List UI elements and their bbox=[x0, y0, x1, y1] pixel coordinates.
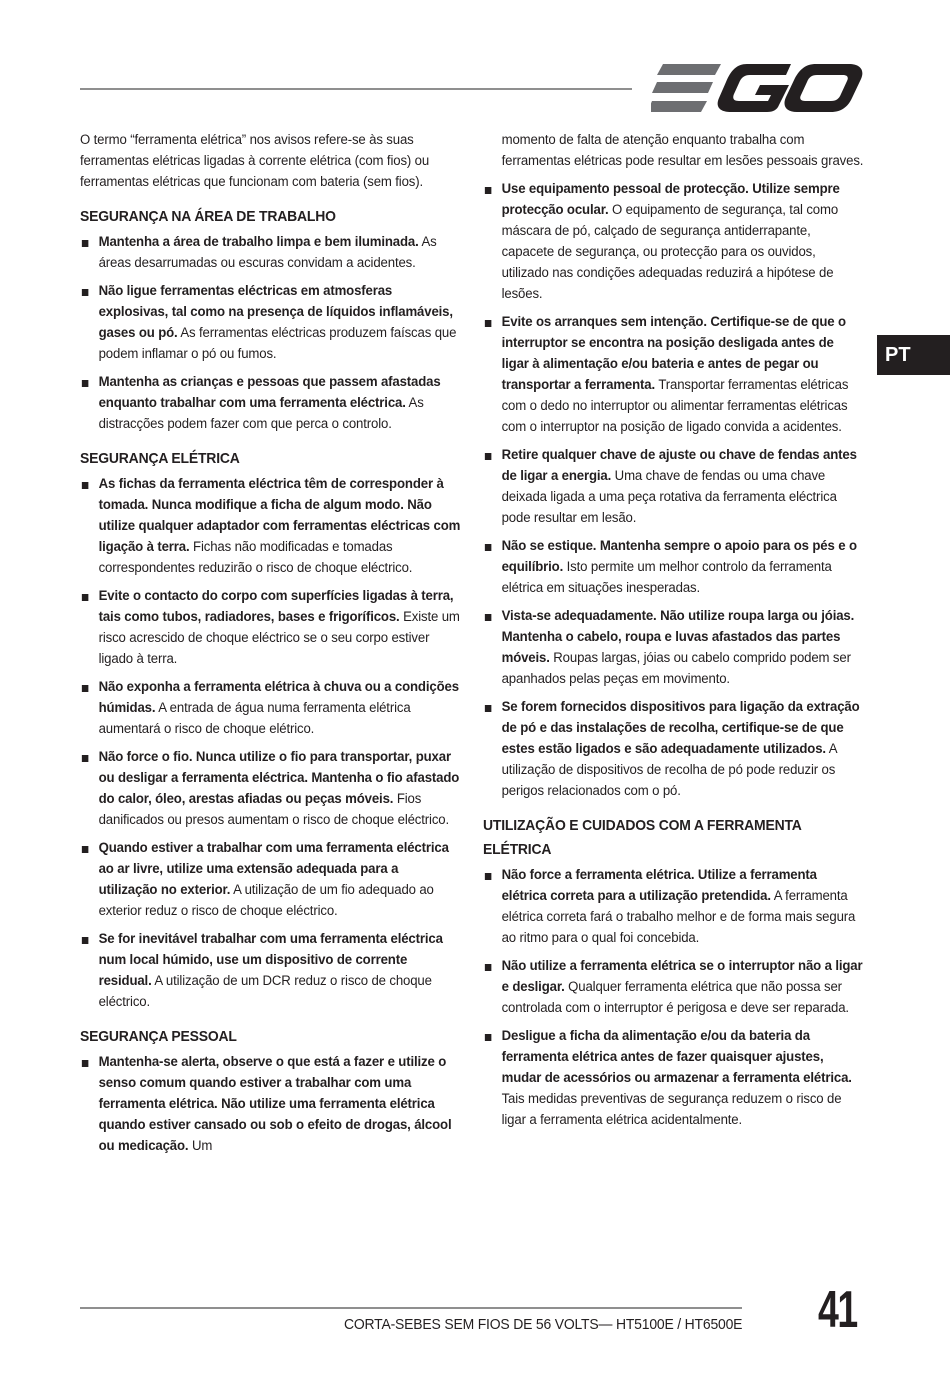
bullet-square-icon bbox=[82, 289, 89, 296]
bullet-list-tool-use bbox=[483, 865, 863, 1131]
bullet-list-electrical bbox=[80, 474, 460, 1013]
item-text: Isto permite um melhor controlo da ferramenta elétrica em situações inesperadas. bbox=[501, 559, 832, 596]
item-text: Roupas largas, jóias ou cabelo comprido podem ser apanhados pelas peças em movimento. bbox=[501, 650, 851, 687]
item-bold: Vista-se adequadamente. Não utilize roupa larga ou jóias. Mantenha o cabelo, roupa e luvas afastados das partes móveis. bbox=[501, 608, 855, 666]
list-item bbox=[80, 372, 460, 435]
item-bold: Evite o contacto do corpo com superfícies ligadas à terra, tais como tubos, radiadores, bases e frigoríficos. bbox=[98, 588, 454, 625]
item-bold: Evite os arranques sem intenção. Certifique-se de que o interruptor se encontra na posição desligada antes de ligar à alimentação e/ou bateria e antes de pegar ou transportar a ferramenta. bbox=[501, 314, 846, 393]
item-bold: Não exponha a ferramenta elétrica à chuva ou a condições húmidas. bbox=[98, 679, 459, 716]
item-text: A utilização de dispositivos de recolha de pó pode reduzir os perigos relacionados com o pó. bbox=[501, 741, 837, 799]
bullet-square-icon bbox=[82, 594, 89, 601]
bullet-square-icon bbox=[82, 380, 89, 387]
bullet-square-icon bbox=[485, 1034, 492, 1041]
list-item bbox=[483, 606, 863, 690]
item-text: A utilização de um DCR reduz o risco de choque eléctrico. bbox=[98, 973, 432, 1010]
item-bold: Se for inevitável trabalhar com uma ferramenta eléctrica num local húmido, use um dispositivo de corrente residual. bbox=[98, 931, 443, 989]
intro-paragraph: O termo “ferramenta elétrica” nos avisos refere-se às suas ferramentas elétricas ligadas à corrente elétrica (com fios) ou ferramentas elétricas que funcionam com bateria (sem fios). bbox=[80, 132, 430, 190]
item-text: A utilização de um fio adequado ao exterior reduz o risco de choque eléctrico. bbox=[98, 882, 434, 919]
footer-rule bbox=[80, 1307, 742, 1309]
section-heading-tool-use: UTILIZAÇÃO E CUIDADOS COM A FERRAMENTA ELÉTRICA bbox=[483, 817, 802, 858]
item-text: As ferramentas eléctricas produzem faíscas que podem inflamar o pó ou fumos. bbox=[98, 325, 457, 362]
bullet-square-icon bbox=[82, 1060, 89, 1067]
item-text: As distracções podem fazer com que perca o controlo. bbox=[98, 395, 424, 432]
item-text: O equipamento de segurança, tal como máscara de pó, calçado de segurança antiderrapante, capacete de segurança, ou protecção para os ouvidos, utilizado nas condições adequadas reduzirá a hipótese de lesões. bbox=[501, 202, 839, 302]
list-item bbox=[80, 747, 460, 831]
item-text: Uma chave de fendas ou uma chave deixada ligada a uma peça rotativa da ferramenta eléctrica pode resultar em lesão. bbox=[501, 468, 837, 526]
list-item bbox=[483, 956, 863, 1019]
item-text: Tais medidas preventivas de segurança reduzem o risco de ligar a ferramenta elétrica acidentalmente. bbox=[501, 1091, 842, 1128]
ego-logo bbox=[651, 62, 863, 114]
bullet-square-icon bbox=[485, 544, 492, 551]
item-text: Um bbox=[188, 1138, 213, 1154]
item-text: A ferramenta elétrica correta fará o trabalho melhor e de forma mais segura ao ritmo para o qual foi concebida. bbox=[501, 888, 856, 946]
section-heading-personal: SEGURANÇA PESSOAL bbox=[80, 1028, 237, 1045]
item-text: As áreas desarrumadas ou escuras convidam a acidentes. bbox=[98, 234, 437, 271]
list-item bbox=[483, 697, 863, 802]
bullet-square-icon bbox=[82, 755, 89, 762]
item-text: Qualquer ferramenta elétrica que não possa ser controlada com o interruptor é perigosa e deve ser reparada. bbox=[501, 979, 849, 1016]
bullet-square-icon bbox=[485, 187, 492, 194]
item-bold: Não utilize a ferramenta elétrica se o interruptor não a ligar e desligar. bbox=[501, 958, 863, 995]
list-item bbox=[483, 536, 863, 599]
item-text: Fios danificados ou presos aumentam o risco de choque eléctrico. bbox=[98, 791, 450, 828]
list-item bbox=[483, 445, 863, 529]
item-bold: Se forem fornecidos dispositivos para ligação da extração de pó e das instalações de recolha, certifique-se de que estes estão ligados e são adequadamente utilizados. bbox=[501, 699, 860, 757]
bullet-list-personal-cont bbox=[483, 179, 863, 802]
item-bold: Não se estique. Mantenha sempre o apoio para os pés e o equilíbrio. bbox=[501, 538, 857, 575]
item-bold: Mantenha-se alerta, observe o que está a fazer e utilize o senso comum quando estiver a trabalhar com uma ferramenta elétrica. Não utilize uma ferramenta elétrica quando estiver cansado ou sob o efeito de drogas, álcool ou medicação. bbox=[98, 1054, 452, 1154]
list-item bbox=[483, 312, 863, 438]
bullet-square-icon bbox=[485, 964, 492, 971]
item-text: Existe um risco acrescido de choque eléctrico se o seu corpo estiver ligado à terra. bbox=[98, 609, 460, 667]
item-bold: As fichas da ferramenta eléctrica têm de corresponder à tomada. Nunca modifique a ficha de algum modo. Não utilize qualquer adaptador com ferramentas eléctricas com ligação à terra. bbox=[98, 476, 461, 555]
bullet-square-icon bbox=[82, 685, 89, 692]
list-item bbox=[80, 586, 460, 670]
bullet-list-work-area bbox=[80, 232, 460, 435]
footer-title: CORTA-SEBES SEM FIOS DE 56 VOLTS— HT5100E / HT6500E bbox=[343, 1316, 742, 1333]
item-bold: Não force o fio. Nunca utilize o fio para transportar, puxar ou desligar a ferramenta eléctrica. Mantenha o fio afastado do calor, óleo, arestas afiadas ou peças móveis. bbox=[98, 749, 460, 807]
header-rule bbox=[80, 88, 632, 90]
item-text: Fichas não modificadas e tomadas correspondentes reduzirão o risco de choque eléctrico. bbox=[98, 539, 413, 576]
bullet-square-icon bbox=[82, 846, 89, 853]
bullet-square-icon bbox=[485, 453, 492, 460]
bullet-square-icon bbox=[82, 482, 89, 489]
item-bold: Mantenha a área de trabalho limpa e bem iluminada. bbox=[98, 234, 419, 250]
list-item bbox=[80, 677, 460, 740]
right-column bbox=[483, 130, 863, 1131]
list-item bbox=[483, 179, 863, 305]
list-item bbox=[80, 929, 460, 1013]
item-bold: Retire qualquer chave de ajuste ou chave de fendas antes de ligar a energia. bbox=[501, 447, 857, 484]
left-column bbox=[80, 130, 460, 1157]
section-heading-electrical: SEGURANÇA ELÉTRICA bbox=[80, 450, 240, 467]
page-number: 41 bbox=[818, 1281, 857, 1339]
list-item bbox=[80, 474, 460, 579]
section-heading-work-area: SEGURANÇA NA ÁREA DE TRABALHO bbox=[80, 208, 336, 225]
item-bold: Mantenha as crianças e pessoas que passem afastadas enquanto trabalhar com uma ferramenta eléctrica. bbox=[98, 374, 441, 411]
item-bold: Não force a ferramenta elétrica. Utilize a ferramenta elétrica correta para a utilização pretendida. bbox=[501, 867, 817, 904]
item-bold: Desligue a ficha da alimentação e/ou da bateria da ferramenta elétrica antes de fazer quaisquer ajustes, mudar de acessórios ou armazenar a ferramenta elétrica. bbox=[501, 1028, 852, 1086]
item-bold: Quando estiver a trabalhar com uma ferramenta eléctrica ao ar livre, utilize uma extensão adequada para a utilização no exterior. bbox=[98, 840, 449, 898]
item-text: A entrada de água numa ferramenta elétrica aumentará o risco de choque elétrico. bbox=[98, 700, 411, 737]
item-bold: Use equipamento pessoal de protecção. Utilize sempre protecção ocular. bbox=[501, 181, 840, 218]
list-item bbox=[483, 865, 863, 949]
bullet-list-personal bbox=[80, 1052, 460, 1157]
bullet-square-icon bbox=[485, 705, 492, 712]
bullet-square-icon bbox=[485, 614, 492, 621]
language-tab: PT bbox=[877, 335, 950, 375]
bullet-square-icon bbox=[82, 937, 89, 944]
list-item bbox=[80, 232, 460, 274]
continuation-paragraph: momento de falta de atenção enquanto trabalha com ferramentas elétricas pode resultar em lesões pessoais graves. bbox=[501, 132, 864, 169]
bullet-square-icon bbox=[82, 240, 89, 247]
list-item bbox=[80, 281, 460, 365]
item-text: Transportar ferramentas elétricas com o dedo no interruptor ou alimentar ferramentas elétricas com o interruptor na posição de ligado convida a acidentes. bbox=[501, 377, 849, 435]
list-item bbox=[80, 838, 460, 922]
item-bold: Não ligue ferramentas eléctricas em atmosferas explosivas, tal como na presença de líquidos inflamáveis, gases ou pó. bbox=[98, 283, 453, 341]
bullet-square-icon bbox=[485, 320, 492, 327]
bullet-square-icon bbox=[485, 873, 492, 880]
list-item bbox=[80, 1052, 460, 1157]
list-item bbox=[483, 1026, 863, 1131]
